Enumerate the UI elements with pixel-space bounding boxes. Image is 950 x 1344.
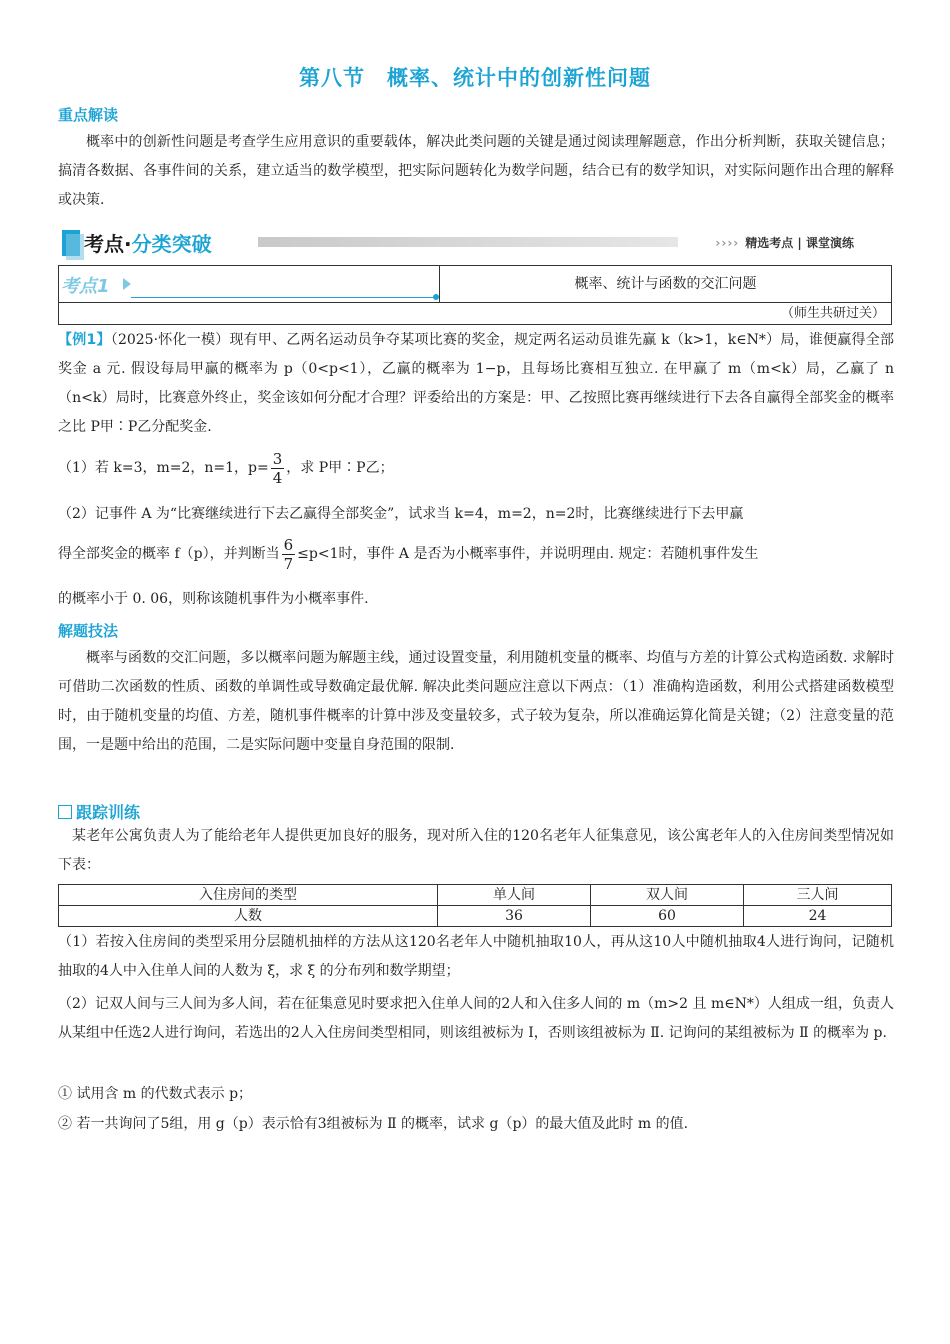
page-title: 第八节 概率、统计中的创新性问题 bbox=[299, 66, 651, 90]
table-header-cell: 单人间 bbox=[438, 885, 591, 906]
key-reading-heading: 重点解读 bbox=[58, 106, 119, 124]
example1-q2-line2: 得全部奖金的概率 f（p），并判断当 $\frac{6}{7}$ ≤p<1时，事件 A 是否为小概率事件，并说明理由. 规定：若随机事件发生 bbox=[58, 535, 759, 573]
kaodian-topic: 概率、统计与函数的交汇问题 bbox=[574, 276, 757, 292]
table-cell: 36 bbox=[438, 906, 591, 927]
chevron-right-icon: ›››› bbox=[715, 236, 740, 250]
tracking-intro: 某老年公寓负责人为了能给老年人提供更加良好的服务，现对所入住的120名老年人征集意见，该公寓老年人的入住房间类型情况如下表： bbox=[58, 828, 894, 873]
tracking-q2a: ① 试用含 m 的代数式表示 p； bbox=[58, 1086, 253, 1102]
section-banner bbox=[58, 224, 894, 262]
kaodian-underline bbox=[131, 297, 435, 298]
tracking-heading: 跟踪训练 bbox=[58, 800, 140, 823]
tracking-q2: （2）记双人间与三人间为多人间，若在征集意见时要求把入住单人间的2人和入住多人间的 m（m>2 且 m∈N*）人组成一组，负责人从某组中任选2人进行询问，若选出的2人入住房间类型相同，则该组被标为 Ⅰ，否则该组被标为 Ⅱ. 记询问的某组被标为 Ⅱ 的概率为 p. bbox=[58, 996, 894, 1041]
kaodian-label-cell bbox=[59, 266, 439, 302]
example1-q2-line3: 的概率小于 0. 06，则称该随机事件为小概率事件. bbox=[58, 591, 369, 607]
fraction-6-7: $\frac{6}{7}$ bbox=[283, 535, 294, 573]
table-header-cell: 三人间 bbox=[744, 885, 892, 906]
banner-title: 考点·分类突破 bbox=[84, 232, 212, 256]
triangle-right-icon bbox=[123, 278, 131, 290]
tracking-q1: （1）若按入住房间的类型采用分层随机抽样的方法从这120名老年人中随机抽取10人，再从这10人中随机抽取4人进行询问，记随机抽取的4人中入住单人间的人数为 ξ，求 ξ 的分布列和数学期望； bbox=[58, 934, 894, 979]
example-tag: 【例1】 bbox=[58, 332, 111, 348]
table-header-cell: 入住房间的类型 bbox=[59, 885, 438, 906]
room-type-table bbox=[58, 884, 892, 927]
banner-right-label: ›››› 精选考点 | 课堂演练 bbox=[715, 236, 854, 250]
kaodian-divider-h bbox=[59, 302, 891, 303]
banner-bar bbox=[258, 237, 678, 247]
fraction-3-4: $\frac{3}{4}$ bbox=[272, 449, 283, 487]
tracking-q2b: ② 若一共询问了5组，用 g（p）表示恰有3组被标为 Ⅱ 的概率，试求 g（p）的最大值及此时 m 的值. bbox=[58, 1116, 689, 1132]
checkbox-square-icon bbox=[58, 805, 72, 819]
table-cell: 人数 bbox=[59, 906, 438, 927]
table-row bbox=[59, 885, 892, 906]
kaodian-label: 考点1 bbox=[61, 276, 110, 297]
table-cell: 24 bbox=[744, 906, 892, 927]
technique-text: 概率与函数的交汇问题，多以概率问题为解题主线，通过设置变量，利用随机变量的概率、均值与方差的计算公式构造函数. 求解时可借助二次函数的性质、函数的单调性或导数确定最优解. 解决此类问题应注意以下两点：（1）准确构造函数，利用公式搭建函数模型时，由于随机变量的均值、方差，随机事件概率的计算中涉及变量较多，式子较为复杂，所以准确运算化简是关键；（2）注意变量的范围，一是题中给出的范围，二是实际问题中变量自身范围的限制. bbox=[58, 650, 894, 753]
key-reading-text: 概率中的创新性问题是考查学生应用意识的重要载体，解决此类问题的关键是通过阅读理解题意，作出分析判断，获取关键信息；搞清各数据、各事件间的关系，建立适当的数学模型，把实际问题转化为数学问题，结合已有的数学知识，对实际问题作出合理的解释或决策. bbox=[58, 134, 894, 208]
kaodian-box bbox=[58, 265, 892, 325]
example1-q1: （1）若 k=3，m=2，n=1，p= $\frac{3}{4}$ ，求 P甲∶P乙； bbox=[58, 449, 394, 487]
kaodian-note: （师生共研过关） bbox=[780, 306, 885, 321]
example1-q2-line1: （2）记事件 A 为“比赛继续进行下去乙赢得全部奖金”，试求当 k=4，m=2，n=2时，比赛继续进行下去甲赢 bbox=[58, 506, 744, 522]
table-cell: 60 bbox=[591, 906, 744, 927]
table-header-cell: 双人间 bbox=[591, 885, 744, 906]
table-row bbox=[59, 906, 892, 927]
example1-text: 【例1】（2025·怀化一模）现有甲、乙两名运动员争夺某项比赛的奖金，规定两名运动员谁先赢 k（k>1，k∈N*）局，谁便赢得全部奖金 a 元. 假设每局甲赢的概率为 p（0<p<1），乙赢的概率为 1−p，且每场比赛相互独立. 在甲赢了 m（m<k）局，乙赢了 n（n<k）局时，比赛意外终止，奖金该如何分配才合理？评委给出的方案是：甲、乙按照比赛再继续进行下去各自赢得全部奖金的概率之比 P甲∶P乙分配奖金. bbox=[58, 332, 894, 435]
technique-heading: 解题技法 bbox=[58, 622, 119, 640]
